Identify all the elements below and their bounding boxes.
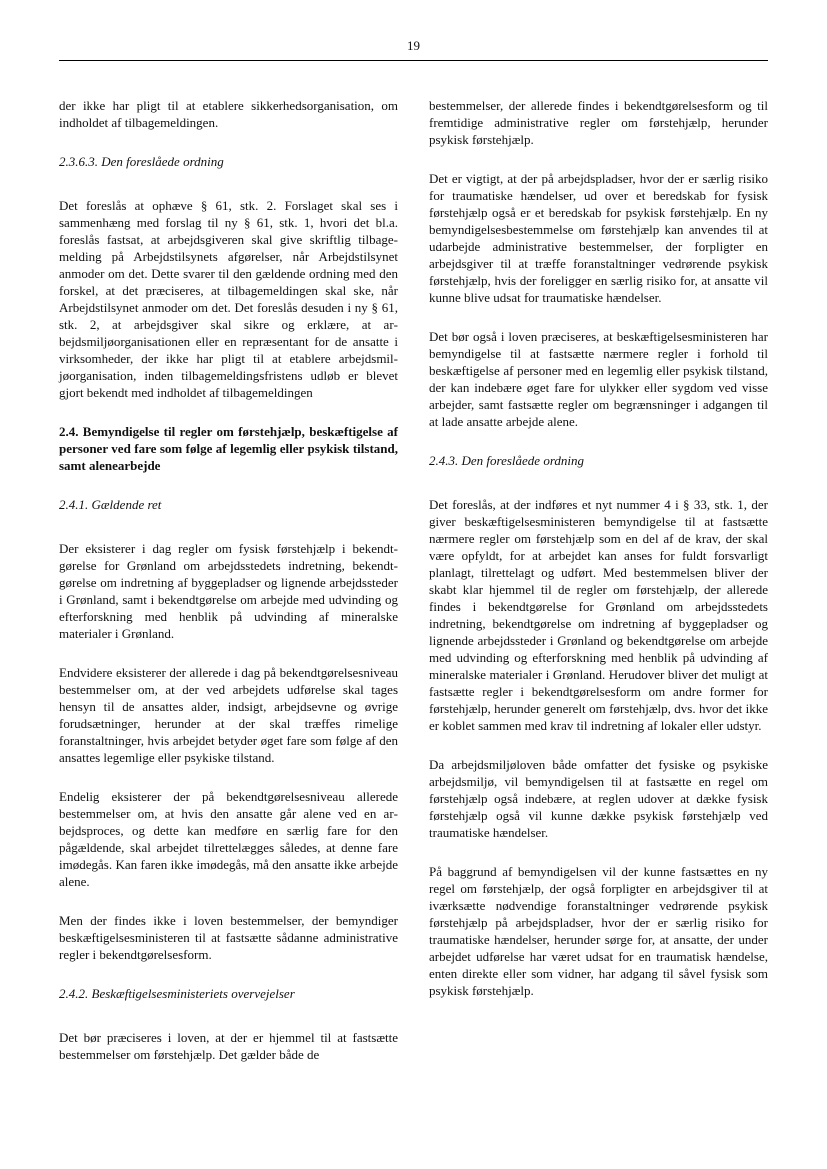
paragraph: Det bør også i loven præciseres, at beskæftigelsesministeren har bemyndigelse til at fastsætte nærmere regler i forhold til beskæftigelse af personer med en legemlig eller psykisk tilstand, der kan indebære øget fare for ulykker eller sygdom ved visse arbejder, samt fastsætte regler om begrænsninger i adgangen til at lade ansatte arbejde alene. [429, 329, 768, 429]
page-number: 19 [407, 38, 420, 53]
section-heading-2-4-1: 2.4.1. Gældende ret [59, 497, 162, 512]
paragraph: Men der findes ikke i loven bestemmelser, der bemyndiger beskæftigelsesministeren til at fastsætte sådanne administrative regler i bekendtgørelsesform. [59, 913, 398, 962]
section-heading-2-4-3: 2.4.3. Den foreslåede ordning [429, 453, 585, 468]
paragraph: Det er vigtigt, at der på arbejdspladser, hvor der er særlig risiko for traumatiske hændelser, ud over et beredskab for fysisk førstehjælp også er et beredskab for psykisk førstehjælp. En ny bemyndigelsesbestemmelse om førstehjælp kan anvendes til at udarbejde administrative bestemmelser, der forpligter en arbejdsgiver til at træffe foranstaltninger vedrørende psykisk førstehjælp, hvis der foreligger en særlig risiko for, at ansatte vil kunne blive udsat for traumatiske hændelser. [429, 171, 768, 305]
right-column [429, 97, 768, 1021]
left-column [59, 97, 398, 1085]
paragraph: Det foreslås at ophæve § 61, stk. 2. Forslaget skal ses i sammenhæng med forslag til ny § 61, stk. 1, hvori det bl.a. foreslås fastsat, at arbejdsgiveren skal give skriftlig tilbagemelding på Arbejdstilsynets afgørelser, når Arbejdstilsynet anmoder om det. Dette svarer til den gældende ordning med den forskel, at det præciseres, at tilbagemeldingen skal ske, når Arbejdstilsynet anmoder om det. Det foreslås desuden i ny § 61, stk. 2, at arbejdsgiver skal sikre og erklære, at arbejdsmiljøorganisationen eller en repræsentant for de ansatte i virksomheder, der ikke har pligt til at etablere arbejdsmiljøorganisation, inden tilbagemeldingsfristens udløb er blevet gjort bekendt med indholdet af tilbagemeldingen [59, 198, 398, 400]
paragraph: På baggrund af bemyndigelsen vil der kunne fastsættes en ny regel om førstehjælp, der også forpligter en arbejdsgiver til at iværksætte nødvendige foranstaltninger vedrørende psykisk førstehjælp på arbejdspladser, hvor der er særlig risiko for traumatiske hændelser, herunder sørge for, at ansatte, der under arbejdet udførelse har været udsat for en traumatisk hændelse, enten direkte eller som vidner, har adgang til såvel fysisk som psykisk førstehjælp. [429, 864, 768, 998]
section-heading-2-4-2: 2.4.2. Beskæftigelsesministeriets overvejelser [59, 986, 295, 1001]
paragraph: Endelig eksisterer der på bekendtgørelsesniveau allerede bestemmelser om, at hvis den ansatte går alene ved en arbejdsproces, og dette kan medføre en særlig fare for den pågældende, skal arbejdet tilrettelægges således, at denne fare imødegås. Kan faren ikke imødegås, må den ansatte ikke arbejde alene. [59, 789, 398, 889]
paragraph: bestemmelser, der allerede findes i bekendtgørelsesform og til fremtidige administrative regler om førstehjælp, herunder psykisk førstehjælp. [429, 98, 768, 147]
paragraph: Endvidere eksisterer der allerede i dag på bekendtgørelsesniveau bestemmelser om, at der ved arbejdets udførelse skal tages hensyn til de ansattes alder, indsigt, arbejdsevne og øvrige forudsætninger, herunder at der skal træffes rimelige foranstaltninger, hvis arbejdet betyder øget fare som følge af den ansattes legemlige eller psykiske tilstand. [59, 665, 398, 765]
section-heading-2-3-6-3: 2.3.6.3. Den foreslåede ordning [59, 154, 224, 169]
section-heading-2-4: 2.4. Bemyndigelse til regler om førstehjælp, beskæftigelse af personer ved fare som følge af legemlig eller psykisk tilstand, samt alenearbejde [59, 424, 398, 473]
paragraph: Da arbejdsmiljøloven både omfatter det fysiske og psykiske arbejdsmiljø, vil bemyndigelsen til at fastsætte en regel om førstehjælp også indebære, at reglen udover at dække fysisk førstehjælp også vil kunne dække psykisk førstehjælp ved traumatiske hændelser. [429, 757, 768, 840]
paragraph: Det bør præciseres i loven, at der er hjemmel til at fastsætte bestemmelser om førstehjælp. Det gælder både de [59, 1030, 398, 1062]
paragraph: Der eksisterer i dag regler om fysisk førstehjælp i bekendtgørelse for Grønland om arbejdsstedets indretning, bekendtgørelse om indretning af byggepladser og lignende arbejdssteder i Grønland, samt i bekendtgørelse om arbejde med udvinding og efterforskning med henblik på udvinding af mineralske materialer i Grønland. [59, 541, 398, 641]
header-rule [59, 60, 768, 61]
paragraph: der ikke har pligt til at etablere sikkerhedsorganisation, om indholdet af tilbagemeldingen. [59, 98, 398, 130]
paragraph: Det foreslås, at der indføres et nyt nummer 4 i § 33, stk. 1, der giver beskæftigelsesministeren bemyndigelse til at fastsætte nærmere regler om førstehjælp som en del af de krav, der skal være opfyldt, for at arbejdet kan anses for fuldt forsvarligt planlagt, tilrettelagt og udført. Med bestemmelsen bliver der skabt klar hjemmel til de regler om førstehjælp, der allerede findes i bekendtgørelse for Grønland om arbejdsstedets indretning, bekendtgørelse om indretning af byggepladser og lignende arbejdssteder i Grønland og bekendtgørelse om arbejde med udvinding og efterforskning med henblik på udvinding af mineralske materialer i Grønland. Herudover bliver det muligt at fastsætte regler i bekendtgørelsesform om andre former for førstehjælp, herunder generelt om førstehjælp, dvs. hvor det ikke er koblet sammen med krav til indretning af lokaler eller udstyr. [429, 497, 768, 733]
